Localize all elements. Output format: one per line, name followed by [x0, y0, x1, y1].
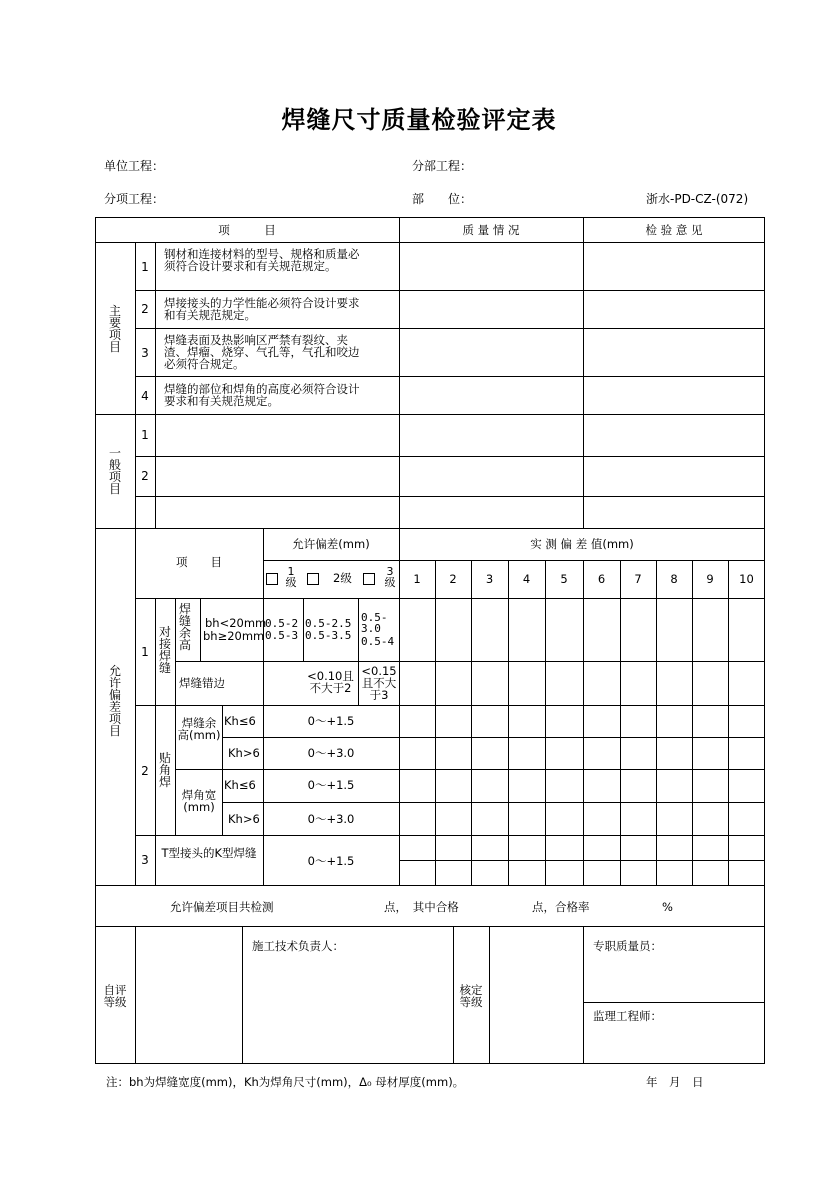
col-header: 5	[560, 572, 568, 586]
fillet-no: 2	[141, 764, 149, 778]
general-items-label: 一般项目	[108, 446, 121, 496]
col-header: 7	[634, 572, 642, 586]
grade1-label: 1级	[285, 565, 297, 589]
weld-reinforce-label: 焊缝余高	[178, 602, 191, 652]
g3-a: 0.5-3.0	[361, 611, 388, 635]
verify-label: 核定等级	[459, 983, 483, 1009]
summary-d: %	[662, 900, 673, 914]
g1-b: 0.5-3	[265, 629, 299, 642]
measured-header: 实 测 偏 差 值(mm)	[530, 537, 634, 551]
col-header: 6	[597, 572, 606, 586]
summary-c: 点，合格率	[532, 900, 590, 914]
t-joint-no: 3	[141, 853, 149, 867]
header-opinion: 检 验 意 见	[645, 223, 703, 237]
fillet-width-gt6-value: 0～+3.0	[307, 812, 355, 826]
main-row-text: 焊缝的部位和焊角的高度必须符合设计要求和有关规范规定。	[164, 382, 360, 408]
main-row-text: 焊接接头的力学性能必须符合设计要求和有关规范规定。	[164, 296, 360, 322]
summary-a: 允许偏差项目共检测	[170, 900, 274, 914]
fillet-label: 贴角焊	[158, 751, 171, 789]
butt-label: 对接焊缝	[158, 625, 171, 675]
page-title: 焊缝尺寸质量检验评定表	[281, 106, 557, 134]
col-header: 10	[739, 572, 754, 586]
header-item: 项 目	[218, 223, 276, 237]
main-row-no: 2	[141, 302, 149, 316]
main-row-no: 1	[141, 260, 149, 274]
division-project-label: 分部工程：	[412, 159, 473, 173]
form-code: 浙水-PD-CZ-(072)	[646, 192, 749, 206]
misalign-g2: <0.10且不大于2	[307, 669, 354, 695]
kh-le6: Kh≤6	[224, 778, 256, 792]
main-row-text: 焊缝表面及热影响区严禁有裂纹、夹渣、焊瘤、烧穿、气孔等，气孔和咬边必须符合规定。	[164, 333, 360, 371]
fillet-width-le6-value: 0～+1.5	[307, 778, 355, 792]
g2-a: 0.5-2.5	[305, 617, 352, 630]
grade2-checkbox[interactable]	[307, 572, 319, 585]
supervisor-label: 监理工程师：	[593, 1009, 662, 1023]
tolerance-label: 允许偏差项目	[108, 664, 121, 738]
kh-le6: Kh≤6	[224, 714, 256, 728]
grade3-checkbox[interactable]	[363, 572, 375, 585]
col-header: 9	[706, 572, 714, 586]
main-row-no: 4	[141, 389, 149, 403]
grade3-label: 3级	[384, 565, 396, 589]
main-items-label: 主要项目	[108, 304, 121, 354]
main-row-text: 钢材和连接材料的型号、规格和质量必须符合设计要求和有关规范规定。	[164, 247, 360, 273]
grade2-label: 2级	[333, 571, 352, 585]
fillet-reinforce-le6-value: 0～+1.5	[307, 714, 355, 728]
general-row-no: 2	[141, 469, 149, 483]
unit-project-label: 单位工程：	[104, 159, 165, 173]
construction-lead-label: 施工技术负责人：	[252, 939, 344, 953]
kh-gt6: Kh>6	[228, 746, 260, 760]
main-row-no: 3	[141, 346, 149, 360]
bh-ge20: bh≥20mm	[203, 629, 265, 643]
date-label: 年 月 日	[646, 1075, 704, 1089]
butt-no: 1	[141, 645, 149, 659]
misalign-g3: <0.15且不大于3	[361, 664, 397, 702]
g2-b: 0.5-3.5	[305, 629, 352, 642]
misalign-label: 焊缝错边	[179, 676, 225, 690]
t-joint-value: 0～+1.5	[307, 854, 355, 868]
quality-officer-label: 专职质量员：	[593, 939, 662, 953]
footnote: 注：bh为焊缝宽度(mm)，Kh为焊角尺寸(mm)，Δ₀ 母材厚度(mm)。	[106, 1075, 465, 1089]
general-row-no: 1	[141, 428, 149, 442]
t-joint-label: T型接头的K型焊缝	[161, 846, 257, 860]
g1-a: 0.5-2	[265, 617, 299, 630]
grade1-checkbox[interactable]	[266, 572, 278, 585]
fillet-width-label: 焊角宽(mm)	[181, 788, 217, 814]
g3-b: 0.5-4	[361, 635, 395, 648]
sub-item-project-label: 分项工程：	[104, 192, 165, 206]
fillet-reinforce-gt6-value: 0～+3.0	[307, 746, 355, 760]
bh-lt20: bh<20mm	[205, 616, 267, 630]
col-header: 2	[449, 572, 457, 586]
allow-header: 允许偏差(mm)	[292, 537, 370, 551]
summary-b: 点， 其中合格	[384, 900, 459, 914]
self-eval-label: 自评等级	[103, 983, 127, 1009]
fillet-reinforce-label: 焊缝余高(mm)	[177, 716, 221, 742]
kh-gt6: Kh>6	[228, 812, 260, 826]
col-header: 8	[670, 572, 678, 586]
header-quality: 质 量 情 况	[462, 223, 520, 237]
col-header: 1	[413, 572, 421, 586]
location-label: 部 位：	[412, 192, 473, 206]
col-header: 4	[522, 572, 531, 586]
col-header: 3	[485, 572, 494, 586]
tolerance-item-header: 项 目	[176, 555, 222, 569]
